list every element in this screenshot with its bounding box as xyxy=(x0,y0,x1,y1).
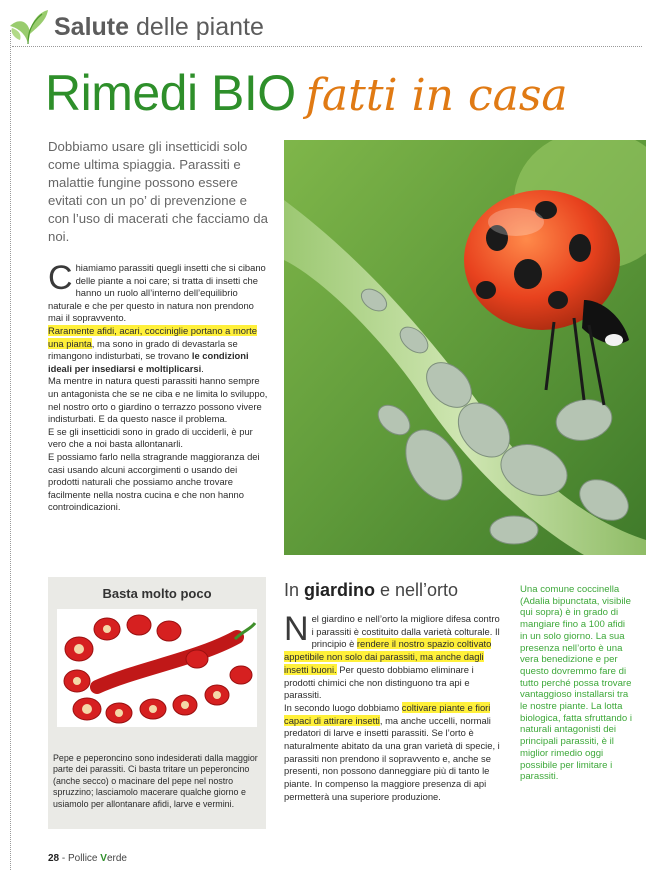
article-column-1 xyxy=(48,259,270,514)
ladybug-photo xyxy=(284,140,646,555)
paragraph-1-text: hiamiamo parassiti quegli insetti che si cibano delle piante a noi care; si tratta di insetti che hanno un ruolo all’interno dell’equilibrio naturale e che per questo in natura non prendono mai il sopravvento. xyxy=(48,262,266,324)
paragraph-6-text-2: Per questo dobbiamo eliminare i prodotti chimici che non distinguono tra api e parassiti. xyxy=(284,663,474,701)
footer-separator: - xyxy=(59,853,69,864)
magazine-name-end: erde xyxy=(106,853,127,864)
paragraph-2-end: . xyxy=(201,362,204,374)
page-footer xyxy=(48,853,127,864)
highlight-text-3: coltivare piante e fiori capaci di attirare insetti xyxy=(284,701,491,726)
section-heading-bold: giardino xyxy=(304,580,376,600)
section-header-rest: delle piante xyxy=(135,13,264,41)
page-number: 28 xyxy=(48,853,60,864)
section-header-bold: Salute xyxy=(54,13,130,41)
paragraph-7 xyxy=(284,702,504,804)
paragraph-7-text-2: , ma anche uccelli, normali predatori di larve e insetti parassiti. Se l’orto è naturalmente abitato da una gran varietà di specie, i parassiti non prendono il sopravvento e, anche se presenti, non possono danneggiare più di tanto le piante. In compenso la maggiore presenza di api permetterà una superiore produzione. xyxy=(284,714,500,802)
intro-paragraph: Dobbiamo usare gli insetticidi solo come ultima spiaggia. Parassiti e malattie fungine possono essere evitati con un po’ di prevenzione e con l’uso di macerati che facciamo da noi. xyxy=(48,139,268,244)
title-main: Rimedi BIO xyxy=(45,65,296,121)
paragraph-2-text: , ma sono in grado di devastarla se rimangono indisturbati, se trovano xyxy=(48,337,238,362)
section-heading-pre: In xyxy=(284,580,305,600)
sidebar-box xyxy=(48,577,266,829)
paragraph-1 xyxy=(48,259,270,325)
box-text: Pepe e peperoncino sono indesiderati dalla maggior parte dei parassiti. Ci basta tritare un peperoncino (anche secco) o macinare del pepe nel nostro spruzzino; lasciamolo macerare qualche giorno e usiamolo per allontanare afidi, larve e vermini. xyxy=(53,753,258,809)
section-header xyxy=(54,13,264,42)
header-divider xyxy=(12,46,642,47)
magazine-name: Pollice xyxy=(68,853,101,864)
leaf-icon xyxy=(6,4,50,48)
section-heading xyxy=(284,580,458,601)
dropcap: C xyxy=(48,259,73,297)
paragraph-6 xyxy=(284,610,504,702)
title-script: fatti in casa xyxy=(305,70,568,121)
bold-text: le condizioni ideali per insediarsi e moltiplicarsi xyxy=(48,350,249,374)
highlight-text: Raramente afidi, acari, cocciniglie portano a morte una pianta xyxy=(48,324,257,349)
paragraph-6-text: el giardino e nell’orto la migliore difesa contro i parassiti è costituito dalla varietà colturale. Il principio è xyxy=(311,613,500,650)
dropcap-2: N xyxy=(284,610,309,648)
box-title: Basta molto poco xyxy=(102,586,212,601)
magazine-name-v: V xyxy=(100,853,107,864)
paragraph-5: E possiamo farlo nella stragrande maggioranza dei casi usando alcuni accorgimenti o usando dei prodotti naturali che possiamo anche trovare facilmente nella nostra cucina e che non hanno controindicazioni. xyxy=(48,450,260,513)
article-column-2 xyxy=(284,610,504,804)
chili-peppers-image xyxy=(57,609,257,727)
paragraph-7-text: In secondo luogo dobbiamo xyxy=(284,701,402,713)
highlight-text-2: rendere il nostro spazio coltivato appetibile non solo dai parassiti, ma anche dagli insetti buoni. xyxy=(284,638,492,675)
page-margin-line xyxy=(10,30,11,870)
paragraph-3: Ma mentre in natura questi parassiti hanno sempre un antagonista che se ne ciba e ne limita lo sviluppo, nel nostro orto o giardino o terrazzo possono vivere indisturbati. E da questo nasce il problema. xyxy=(48,375,268,425)
photo-caption: Una comune coccinella (Adalia bipunctata, visibile qui sopra) è in grado di mangiare fino a 100 afidi in un solo giorno. La sua presenza nell’orto è una vera benedizione e per questo dovremmo fare di tutto perché possa trovare vantaggioso installarsi tra le nostre piante. La lotta biologica, fatta sfruttando i naturali antagonisti dei principali parassiti, è il miglior rimedio oggi possibile per limitare i parassiti. xyxy=(520,584,632,783)
page-title xyxy=(45,64,568,122)
paragraph-4: E se gli insetticidi sono in grado di ucciderli, è pur vero che a noi basta allontanarli. xyxy=(48,425,253,450)
paragraph-2 xyxy=(48,325,270,375)
section-heading-post: e nell’orto xyxy=(375,580,459,600)
